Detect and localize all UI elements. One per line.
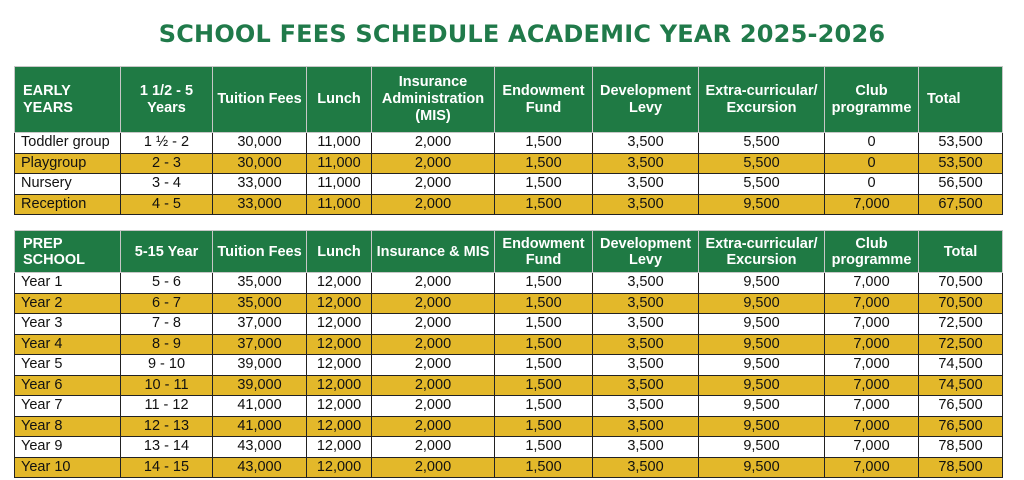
cell-levy: 3,500 bbox=[593, 293, 699, 314]
cell-total: 76,500 bbox=[919, 396, 1003, 417]
cell-level: Year 9 bbox=[15, 437, 121, 458]
cell-insurance: 2,000 bbox=[372, 174, 495, 195]
cell-tuition: 41,000 bbox=[213, 416, 307, 437]
cell-level: Year 10 bbox=[15, 457, 121, 478]
cell-lunch: 11,000 bbox=[307, 194, 372, 215]
cell-tuition: 35,000 bbox=[213, 273, 307, 294]
cell-lunch: 11,000 bbox=[307, 133, 372, 154]
table-row bbox=[15, 375, 1003, 396]
cell-club: 7,000 bbox=[825, 355, 919, 376]
cell-total: 74,500 bbox=[919, 375, 1003, 396]
cell-levy: 3,500 bbox=[593, 416, 699, 437]
cell-endowment: 1,500 bbox=[495, 416, 593, 437]
cell-age: 7 - 8 bbox=[121, 314, 213, 335]
table-row bbox=[15, 153, 1003, 174]
early-years-body bbox=[15, 133, 1003, 215]
header-development-levy: Development Levy bbox=[593, 231, 699, 273]
cell-age: 6 - 7 bbox=[121, 293, 213, 314]
header-insurance: Insurance Administration (MIS) bbox=[372, 67, 495, 133]
cell-lunch: 12,000 bbox=[307, 334, 372, 355]
cell-levy: 3,500 bbox=[593, 396, 699, 417]
prep-school-table bbox=[14, 230, 1003, 478]
cell-age: 10 - 11 bbox=[121, 375, 213, 396]
cell-age: 4 - 5 bbox=[121, 194, 213, 215]
cell-tuition: 35,000 bbox=[213, 293, 307, 314]
cell-endowment: 1,500 bbox=[495, 334, 593, 355]
cell-insurance: 2,000 bbox=[372, 457, 495, 478]
cell-insurance: 2,000 bbox=[372, 194, 495, 215]
header-extra-curricular: Extra-curricular/ Excursion bbox=[699, 231, 825, 273]
cell-endowment: 1,500 bbox=[495, 457, 593, 478]
cell-lunch: 12,000 bbox=[307, 437, 372, 458]
table-row bbox=[15, 314, 1003, 335]
header-age-range: 5-15 Year bbox=[121, 231, 213, 273]
cell-total: 70,500 bbox=[919, 293, 1003, 314]
cell-levy: 3,500 bbox=[593, 174, 699, 195]
cell-levy: 3,500 bbox=[593, 273, 699, 294]
cell-tuition: 37,000 bbox=[213, 334, 307, 355]
cell-extra-curricular: 5,500 bbox=[699, 174, 825, 195]
cell-club: 7,000 bbox=[825, 194, 919, 215]
cell-level: Year 2 bbox=[15, 293, 121, 314]
cell-extra-curricular: 9,500 bbox=[699, 437, 825, 458]
cell-tuition: 39,000 bbox=[213, 375, 307, 396]
header-lunch: Lunch bbox=[307, 231, 372, 273]
cell-insurance: 2,000 bbox=[372, 355, 495, 376]
cell-level: Year 7 bbox=[15, 396, 121, 417]
cell-total: 76,500 bbox=[919, 416, 1003, 437]
cell-club: 7,000 bbox=[825, 293, 919, 314]
cell-extra-curricular: 9,500 bbox=[699, 355, 825, 376]
cell-lunch: 12,000 bbox=[307, 273, 372, 294]
header-insurance: Insurance & MIS bbox=[372, 231, 495, 273]
cell-level: Reception bbox=[15, 194, 121, 215]
cell-levy: 3,500 bbox=[593, 194, 699, 215]
cell-endowment: 1,500 bbox=[495, 153, 593, 174]
cell-extra-curricular: 9,500 bbox=[699, 273, 825, 294]
cell-age: 5 - 6 bbox=[121, 273, 213, 294]
cell-endowment: 1,500 bbox=[495, 437, 593, 458]
cell-club: 0 bbox=[825, 153, 919, 174]
cell-total: 70,500 bbox=[919, 273, 1003, 294]
cell-lunch: 12,000 bbox=[307, 293, 372, 314]
cell-levy: 3,500 bbox=[593, 314, 699, 335]
cell-levy: 3,500 bbox=[593, 355, 699, 376]
table-row bbox=[15, 355, 1003, 376]
cell-lunch: 12,000 bbox=[307, 416, 372, 437]
table-row bbox=[15, 457, 1003, 478]
cell-tuition: 33,000 bbox=[213, 194, 307, 215]
cell-level: Year 8 bbox=[15, 416, 121, 437]
header-club-programme: Club programme bbox=[825, 67, 919, 133]
cell-tuition: 43,000 bbox=[213, 437, 307, 458]
cell-insurance: 2,000 bbox=[372, 293, 495, 314]
cell-age: 3 - 4 bbox=[121, 174, 213, 195]
cell-level: Playgroup bbox=[15, 153, 121, 174]
early-years-table bbox=[14, 66, 1003, 215]
cell-insurance: 2,000 bbox=[372, 133, 495, 154]
header-age-range: 1 1/2 - 5 Years bbox=[121, 67, 213, 133]
cell-total: 78,500 bbox=[919, 457, 1003, 478]
cell-extra-curricular: 9,500 bbox=[699, 314, 825, 335]
cell-level: Year 3 bbox=[15, 314, 121, 335]
cell-tuition: 30,000 bbox=[213, 153, 307, 174]
cell-insurance: 2,000 bbox=[372, 334, 495, 355]
header-endowment-fund: Endowment Fund bbox=[495, 231, 593, 273]
header-section: PREP SCHOOL bbox=[15, 231, 121, 273]
cell-insurance: 2,000 bbox=[372, 314, 495, 335]
cell-club: 7,000 bbox=[825, 273, 919, 294]
cell-club: 0 bbox=[825, 174, 919, 195]
cell-insurance: 2,000 bbox=[372, 396, 495, 417]
table-row bbox=[15, 334, 1003, 355]
cell-insurance: 2,000 bbox=[372, 437, 495, 458]
cell-tuition: 43,000 bbox=[213, 457, 307, 478]
cell-tuition: 41,000 bbox=[213, 396, 307, 417]
cell-total: 53,500 bbox=[919, 133, 1003, 154]
header-total: Total bbox=[919, 231, 1003, 273]
cell-levy: 3,500 bbox=[593, 437, 699, 458]
cell-insurance: 2,000 bbox=[372, 416, 495, 437]
cell-insurance: 2,000 bbox=[372, 375, 495, 396]
cell-age: 1 ½ - 2 bbox=[121, 133, 213, 154]
cell-lunch: 12,000 bbox=[307, 314, 372, 335]
cell-extra-curricular: 9,500 bbox=[699, 416, 825, 437]
cell-levy: 3,500 bbox=[593, 133, 699, 154]
cell-level: Nursery bbox=[15, 174, 121, 195]
header-development-levy: Development Levy bbox=[593, 67, 699, 133]
cell-levy: 3,500 bbox=[593, 334, 699, 355]
cell-extra-curricular: 5,500 bbox=[699, 133, 825, 154]
early-years-header-row bbox=[15, 67, 1003, 133]
table-row bbox=[15, 133, 1003, 154]
cell-club: 0 bbox=[825, 133, 919, 154]
cell-tuition: 37,000 bbox=[213, 314, 307, 335]
header-endowment-fund: Endowment Fund bbox=[495, 67, 593, 133]
cell-endowment: 1,500 bbox=[495, 355, 593, 376]
cell-extra-curricular: 9,500 bbox=[699, 375, 825, 396]
cell-level: Year 6 bbox=[15, 375, 121, 396]
cell-insurance: 2,000 bbox=[372, 153, 495, 174]
cell-endowment: 1,500 bbox=[495, 194, 593, 215]
cell-endowment: 1,500 bbox=[495, 293, 593, 314]
cell-lunch: 12,000 bbox=[307, 457, 372, 478]
cell-club: 7,000 bbox=[825, 396, 919, 417]
cell-age: 11 - 12 bbox=[121, 396, 213, 417]
prep-school-body bbox=[15, 273, 1003, 478]
header-section: EARLY YEARS bbox=[15, 67, 121, 133]
cell-total: 67,500 bbox=[919, 194, 1003, 215]
header-tuition-fees: Tuition Fees bbox=[213, 231, 307, 273]
table-row bbox=[15, 396, 1003, 417]
cell-endowment: 1,500 bbox=[495, 375, 593, 396]
header-tuition-fees: Tuition Fees bbox=[213, 67, 307, 133]
table-row bbox=[15, 174, 1003, 195]
cell-level: Year 1 bbox=[15, 273, 121, 294]
cell-total: 53,500 bbox=[919, 153, 1003, 174]
cell-level: Toddler group bbox=[15, 133, 121, 154]
cell-extra-curricular: 9,500 bbox=[699, 194, 825, 215]
cell-level: Year 5 bbox=[15, 355, 121, 376]
cell-extra-curricular: 9,500 bbox=[699, 334, 825, 355]
cell-age: 8 - 9 bbox=[121, 334, 213, 355]
cell-club: 7,000 bbox=[825, 375, 919, 396]
cell-levy: 3,500 bbox=[593, 153, 699, 174]
cell-total: 72,500 bbox=[919, 334, 1003, 355]
cell-lunch: 11,000 bbox=[307, 174, 372, 195]
cell-tuition: 30,000 bbox=[213, 133, 307, 154]
cell-extra-curricular: 9,500 bbox=[699, 457, 825, 478]
cell-total: 72,500 bbox=[919, 314, 1003, 335]
cell-age: 13 - 14 bbox=[121, 437, 213, 458]
cell-tuition: 39,000 bbox=[213, 355, 307, 376]
cell-endowment: 1,500 bbox=[495, 314, 593, 335]
cell-total: 74,500 bbox=[919, 355, 1003, 376]
cell-endowment: 1,500 bbox=[495, 174, 593, 195]
cell-extra-curricular: 5,500 bbox=[699, 153, 825, 174]
cell-endowment: 1,500 bbox=[495, 273, 593, 294]
cell-club: 7,000 bbox=[825, 314, 919, 335]
header-club-programme: Club programme bbox=[825, 231, 919, 273]
cell-levy: 3,500 bbox=[593, 375, 699, 396]
cell-age: 14 - 15 bbox=[121, 457, 213, 478]
prep-school-header-row bbox=[15, 231, 1003, 273]
header-extra-curricular: Extra-curricular/ Excursion bbox=[699, 67, 825, 133]
cell-club: 7,000 bbox=[825, 416, 919, 437]
page-title: SCHOOL FEES SCHEDULE ACADEMIC YEAR 2025-2026 bbox=[158, 20, 886, 48]
cell-age: 9 - 10 bbox=[121, 355, 213, 376]
table-row bbox=[15, 437, 1003, 458]
table-row bbox=[15, 194, 1003, 215]
cell-lunch: 11,000 bbox=[307, 153, 372, 174]
cell-insurance: 2,000 bbox=[372, 273, 495, 294]
cell-lunch: 12,000 bbox=[307, 396, 372, 417]
table-row bbox=[15, 293, 1003, 314]
header-total: Total bbox=[919, 67, 1003, 133]
cell-total: 78,500 bbox=[919, 437, 1003, 458]
cell-club: 7,000 bbox=[825, 457, 919, 478]
cell-levy: 3,500 bbox=[593, 457, 699, 478]
cell-level: Year 4 bbox=[15, 334, 121, 355]
cell-club: 7,000 bbox=[825, 437, 919, 458]
cell-age: 2 - 3 bbox=[121, 153, 213, 174]
cell-tuition: 33,000 bbox=[213, 174, 307, 195]
table-row bbox=[15, 416, 1003, 437]
cell-club: 7,000 bbox=[825, 334, 919, 355]
cell-lunch: 12,000 bbox=[307, 375, 372, 396]
table-row bbox=[15, 273, 1003, 294]
cell-endowment: 1,500 bbox=[495, 396, 593, 417]
cell-age: 12 - 13 bbox=[121, 416, 213, 437]
header-lunch: Lunch bbox=[307, 67, 372, 133]
cell-extra-curricular: 9,500 bbox=[699, 396, 825, 417]
cell-endowment: 1,500 bbox=[495, 133, 593, 154]
cell-extra-curricular: 9,500 bbox=[699, 293, 825, 314]
cell-lunch: 12,000 bbox=[307, 355, 372, 376]
cell-total: 56,500 bbox=[919, 174, 1003, 195]
